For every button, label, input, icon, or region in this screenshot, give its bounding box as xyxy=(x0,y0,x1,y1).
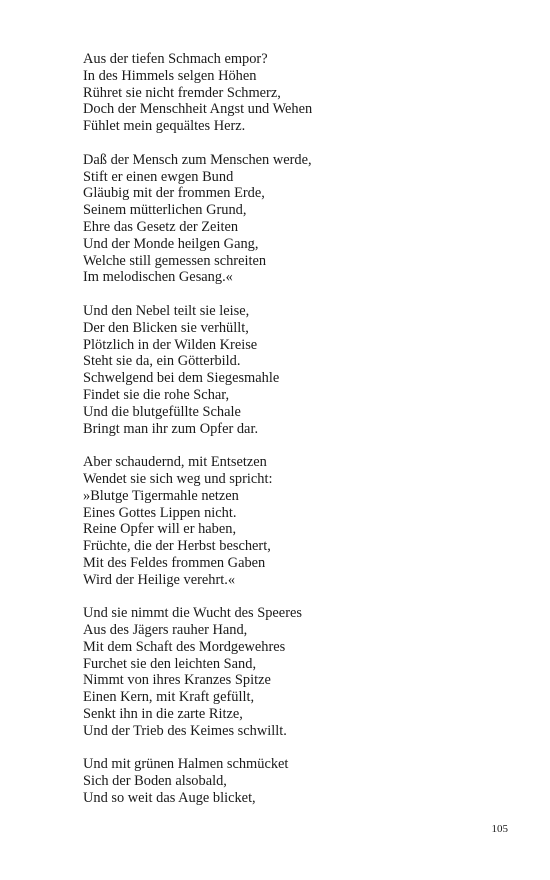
stanza xyxy=(83,152,503,286)
verse-line: Gläubig mit der frommen Erde, xyxy=(83,185,265,202)
verse-line: Rühret sie nicht fremder Schmerz, xyxy=(83,84,281,101)
verse-line: Mit dem Schaft des Mordgewehres xyxy=(83,638,286,655)
stanza xyxy=(83,303,503,437)
verse-line: Schwelgend bei dem Siegesmahle xyxy=(83,370,280,387)
verse-line: Und mit grünen Halmen schmücket xyxy=(83,756,289,773)
verse-line: Wird der Heilige verehrt.« xyxy=(83,571,236,588)
page-number: 105 xyxy=(491,823,508,835)
poem-body xyxy=(83,51,503,824)
verse-line: Und sie nimmt die Wucht des Speeres xyxy=(83,605,302,622)
verse-line: Reine Opfer will er haben, xyxy=(83,521,237,538)
verse-line: Mit des Feldes frommen Gaben xyxy=(83,554,266,571)
verse-line: Aus des Jägers rauher Hand, xyxy=(83,622,248,639)
verse-line: Daß der Mensch zum Menschen werde, xyxy=(83,151,312,168)
verse-line: »Blutge Tigermahle netzen xyxy=(83,487,239,504)
verse-line: Eines Gottes Lippen nicht. xyxy=(83,504,237,521)
verse-line: Wendet sie sich weg und spricht: xyxy=(83,470,273,487)
stanza xyxy=(83,605,503,739)
verse-line: Stift er einen ewgen Bund xyxy=(83,168,234,185)
verse-line: Und der Monde heilgen Gang, xyxy=(83,235,259,252)
stanza xyxy=(83,756,503,806)
verse-line: Senkt ihn in die zarte Ritze, xyxy=(83,706,243,723)
verse-line: Einen Kern, mit Kraft gefüllt, xyxy=(83,689,255,706)
verse-line: Fühlet mein gequältes Herz. xyxy=(83,118,246,135)
verse-line: Aus der tiefen Schmach empor? xyxy=(83,51,268,67)
verse-line: Welche still gemessen schreiten xyxy=(83,252,267,269)
verse-line: In des Himmels selgen Höhen xyxy=(83,67,257,84)
verse-line: Plötzlich in der Wilden Kreise xyxy=(83,336,258,353)
verse-line: Aber schaudernd, mit Entsetzen xyxy=(83,454,267,471)
verse-line: Bringt man ihr zum Opfer dar. xyxy=(83,420,259,437)
verse-line: Nimmt von ihres Kranzes Spitze xyxy=(83,672,271,689)
verse-line: Seinem mütterlichen Grund, xyxy=(83,202,247,219)
verse-line: Und der Trieb des Keimes schwillt. xyxy=(83,722,287,739)
verse-line: Der den Blicken sie verhüllt, xyxy=(83,319,249,336)
verse-line: Im melodischen Gesang.« xyxy=(83,269,233,286)
verse-line: Furchet sie den leichten Sand, xyxy=(83,655,257,672)
verse-line: Sich der Boden alsobald, xyxy=(83,773,227,790)
verse-line: Steht sie da, ein Götterbild. xyxy=(83,353,241,370)
verse-line: Findet sie die rohe Schar, xyxy=(83,386,230,403)
verse-line: Und den Nebel teilt sie leise, xyxy=(83,302,250,319)
verse-line: Und die blutgefüllte Schale xyxy=(83,403,241,420)
verse-line: Doch der Menschheit Angst und Wehen xyxy=(83,101,313,118)
verse-line: Und so weit das Auge blicket, xyxy=(83,790,256,807)
stanza xyxy=(83,454,503,588)
stanza xyxy=(83,51,503,135)
verse-line: Ehre das Gesetz der Zeiten xyxy=(83,218,239,235)
verse-line: Früchte, die der Herbst beschert, xyxy=(83,538,271,555)
